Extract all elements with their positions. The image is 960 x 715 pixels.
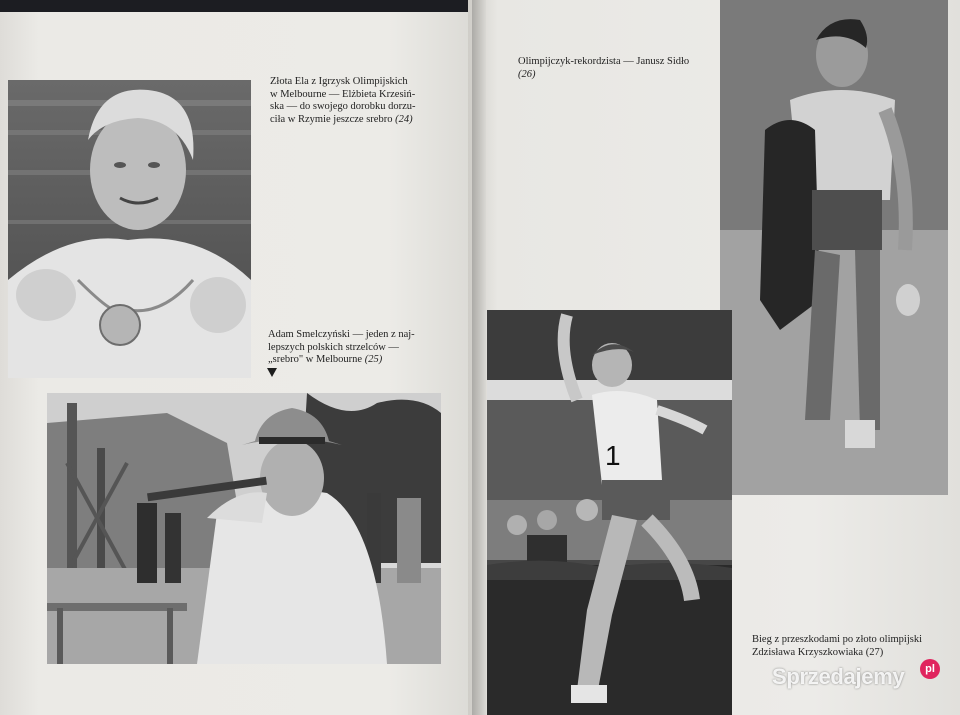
caption-line: lepszych polskich strzelców — [268,341,399,353]
photo-sidlo [720,0,948,495]
jersey-number: 1 [605,440,621,471]
caption-27 [752,634,960,659]
caption-line: w Melbourne — Elżbieta Krzesiń- [270,88,416,100]
caption-26 [518,56,718,81]
caption-line: Zdzisława Krzyszkowiaka (27) [752,646,884,658]
watermark-badge: pl [920,659,940,679]
photo-smelczynski [47,393,441,664]
caption-line: ska — do swojego dorobku dorzu- [270,101,416,112]
caption-number: (25) [364,354,383,365]
watermark-logo: Sprzedajemy [772,664,905,689]
caption-line: „srebro" w Melbourne [268,354,363,365]
pointer-arrow-icon [267,368,277,377]
caption-number: (24) [395,113,413,125]
caption-line: ciła w Rzymie jeszcze srebro [270,113,393,125]
caption-line: Adam Smelczyński — jeden z naj- [268,329,415,340]
caption-line: Złota Ela z Igrzysk Olimpijskich [270,76,408,87]
photo-krzyszkowiak [487,310,732,715]
caption-line: Bieg z przeszkodami po złoto olimpijski [752,634,923,645]
caption-25 [268,329,440,367]
book-spine [472,0,486,715]
caption-number: (26) [518,68,536,80]
caption-24 [270,76,440,126]
caption-line: Olimpijczyk-rekordzista — Janusz Sidło [518,56,690,67]
photo-krzesinska [8,80,251,378]
